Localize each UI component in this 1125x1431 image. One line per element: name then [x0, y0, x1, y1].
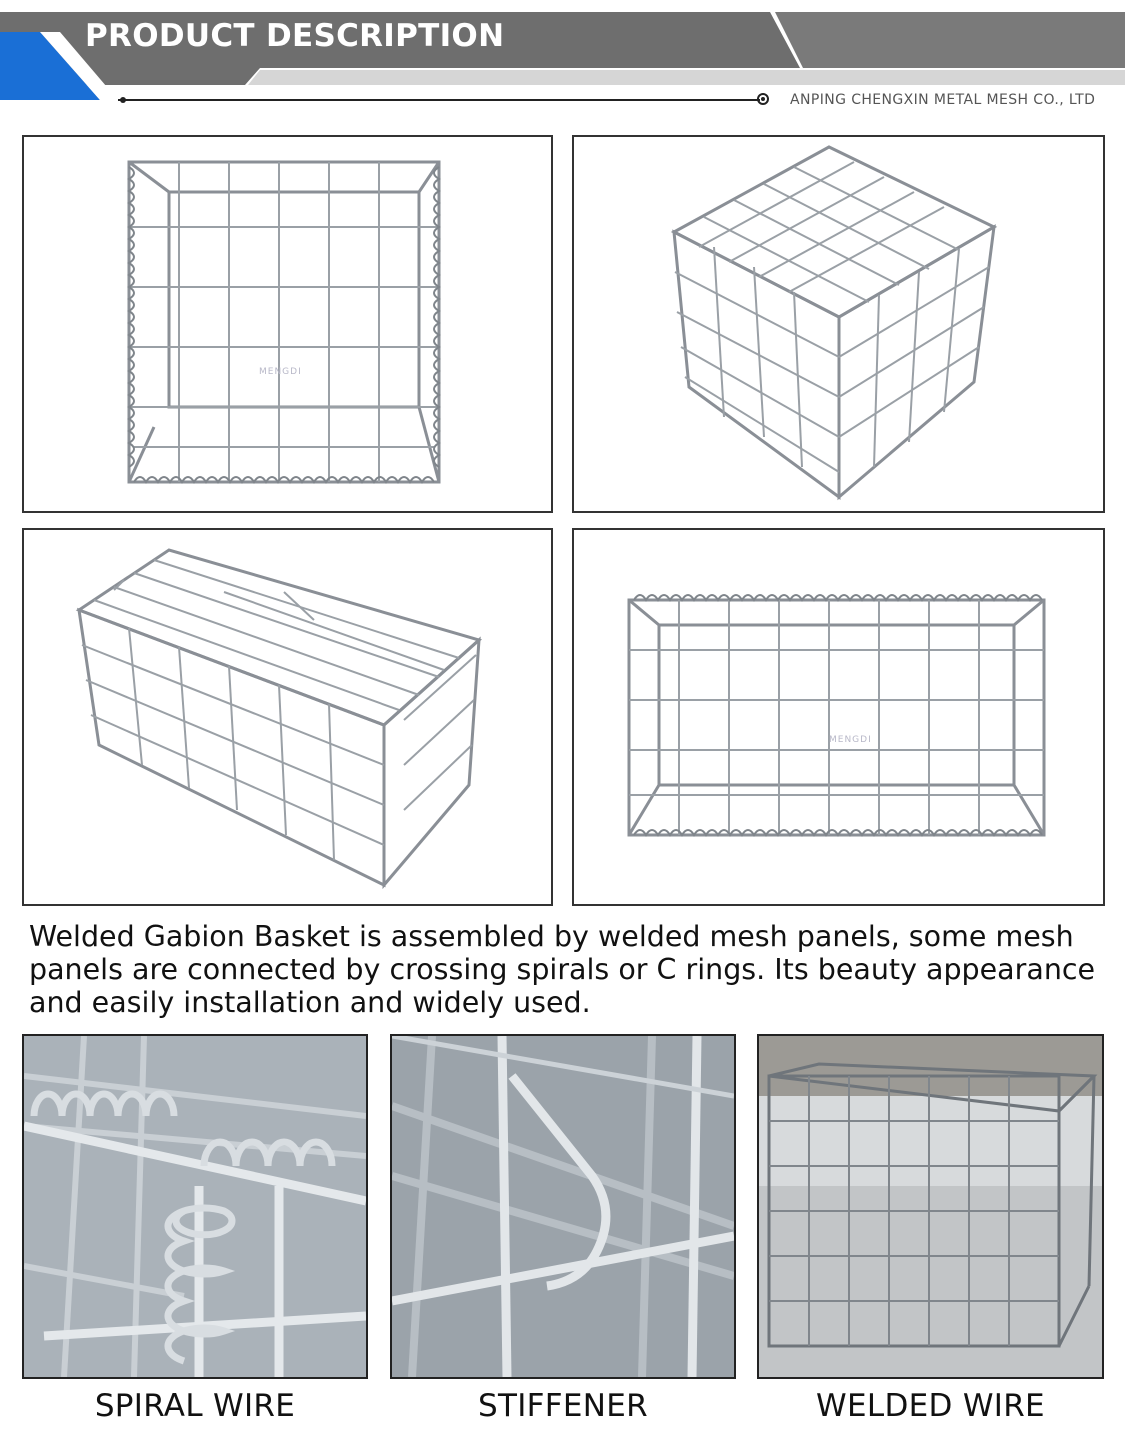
detail-image-stiffener	[390, 1034, 736, 1379]
detail-image-spiral-wire	[22, 1034, 368, 1379]
header-divider-line	[118, 99, 760, 101]
divider-start-dot	[120, 97, 126, 103]
company-name: ANPING CHENGXIN METAL MESH CO., LTD	[790, 92, 1096, 108]
page-title: PRODUCT DESCRIPTION	[85, 18, 505, 54]
product-description: Welded Gabion Basket is assembled by welded mesh panels, some mesh panels are connected by crossing spirals or C rings. Its beauty appearance and easily installation and widely used.	[29, 920, 1096, 1019]
product-image-long-basket-perspective	[22, 528, 553, 906]
caption-welded-wire: WELDED WIRE	[816, 1388, 1045, 1424]
watermark: MENGDI	[829, 735, 872, 745]
caption-spiral-wire: SPIRAL WIRE	[94, 1388, 296, 1424]
product-image-cube-front	[22, 135, 553, 513]
target-icon	[757, 93, 769, 105]
detail-image-welded-wire	[757, 1034, 1104, 1379]
watermark: MENGDI	[259, 367, 302, 377]
product-image-cube-perspective	[572, 135, 1105, 513]
caption-stiffener: STIFFENER	[477, 1388, 649, 1424]
product-image-long-basket-front	[572, 528, 1105, 906]
